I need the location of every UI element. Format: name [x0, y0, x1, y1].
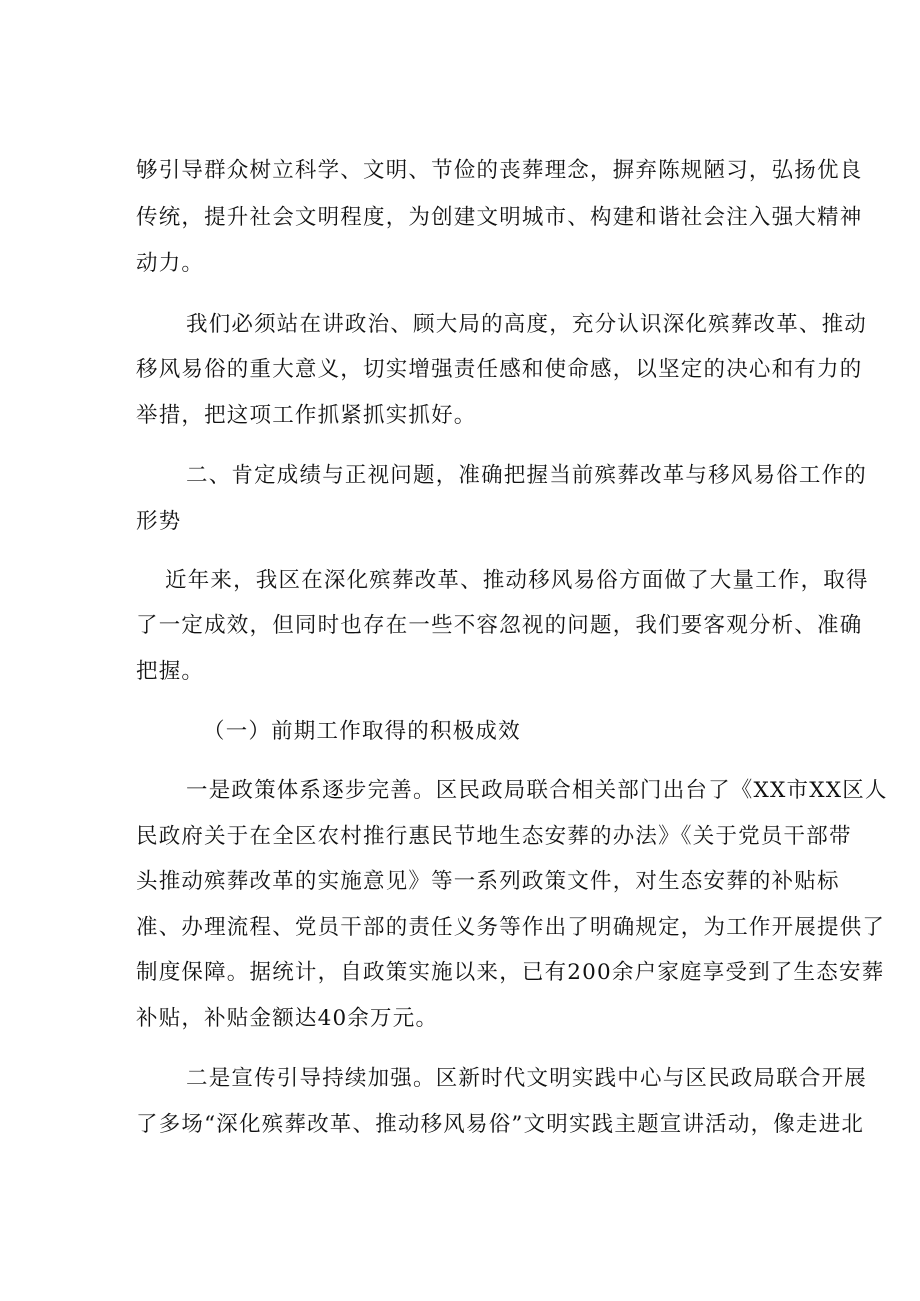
text-line: 头推动殡葬改革的实施意见》等一系列政策文件，对生态安葬的补贴标 [136, 869, 840, 894]
heading-line: 二、肯定成绩与正视问题，准确把握当前殡葬改革与移风易俗工作的 [186, 463, 868, 488]
text-line: 准、办理流程、党员干部的责任义务等作出了明确规定，为工作开展提供了 [136, 915, 886, 940]
text-line: 动力。 [136, 251, 205, 276]
text-line: 够引导群众树立科学、文明、节俭的丧葬理念，摒弃陈规陋习，弘扬优良 [136, 158, 863, 183]
text-line: 补贴，补贴金额达40余万元。 [136, 1006, 439, 1031]
text-line: 制度保障。据统计，自政策实施以来，已有200余户家庭享受到了生态安葬 [136, 960, 885, 985]
text-line: 了多场“深化殡葬改革、推动移风易俗”文明实践主题宣讲活动，像走进北 [136, 1112, 865, 1137]
text-line: 把握。 [136, 659, 205, 684]
text-line: 举措，把这项工作抓紧抓实抓好。 [136, 403, 477, 428]
text-line: 我们必须站在讲政治、顾大局的高度，充分认识深化殡葬改革、推动 [186, 312, 868, 337]
text-line: 民政府关于在全区农村推行惠民节地生态安葬的办法》《关于党员干部带 [136, 824, 852, 849]
heading-line: （一）前期工作取得的积极成效 [203, 719, 521, 744]
text-line: 二是宣传引导持续加强。区新时代文明实践中心与区民政局联合开展 [186, 1066, 868, 1091]
heading-line: 形势 [136, 509, 182, 534]
text-line: 传统，提升社会文明程度，为创建文明城市、构建和谐社会注入强大精神 [136, 205, 863, 230]
text-line: 移风易俗的重大意义，切实增强责任感和使命感，以坚定的决心和有力的 [136, 357, 863, 382]
text-line: 了一定成效，但同时也存在一些不容忽视的问题，我们要客观分析、准确 [136, 613, 863, 638]
text-line: 近年来，我区在深化殡葬改革、推动移风易俗方面做了大量工作，取得 [165, 568, 869, 593]
text-line: 一是政策体系逐步完善。区民政局联合相关部门出台了《XX市XX区人 [186, 778, 888, 803]
